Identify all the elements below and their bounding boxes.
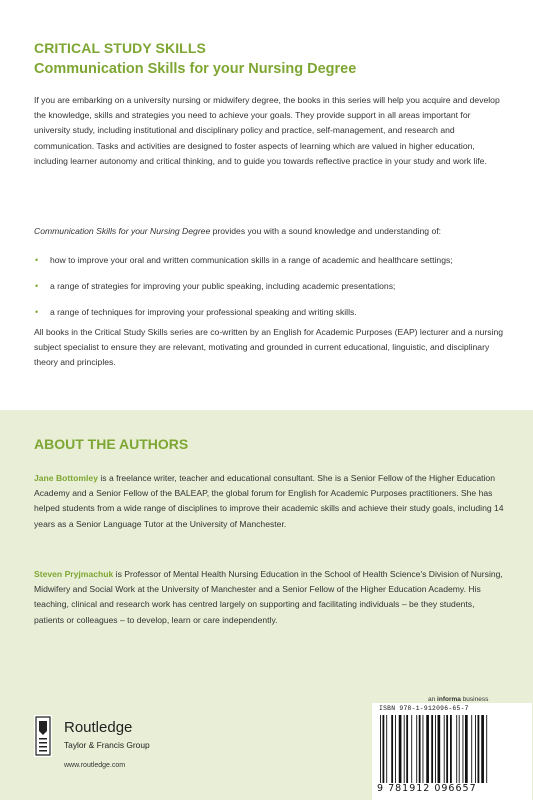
bullet-icon: • xyxy=(35,255,39,265)
barcode-bar xyxy=(386,715,387,783)
barcode xyxy=(372,703,532,800)
lead-text: provides you with a sound knowledge and understanding of: xyxy=(210,226,442,236)
barcode-bar xyxy=(380,715,381,783)
informa-name: informa xyxy=(437,696,461,703)
publisher-url: www.routledge.com xyxy=(64,762,126,769)
barcode-bar xyxy=(459,715,460,783)
intro-paragraph: If you are embarking on a university nursing or midwifery degree, the books in this series will help you acquire and develop the knowledge, skills and strategies you need to achieve your goals. They provide support in all areas important for university study, including institutional and disciplinary policy and practice, self-management, and research and communication. Tasks and activities are designed to foster aspects of learning which are valued in higher education, including learner autonomy and critical thinking, and to guide you towards reflective practice in your study and work life. xyxy=(34,95,500,166)
barcode-bar xyxy=(435,715,436,783)
author2-name: Steven Pryjmachuk xyxy=(34,569,114,579)
about-heading: ABOUT THE AUTHORS xyxy=(34,436,189,452)
bullet-icon: • xyxy=(35,281,39,292)
barcode-bar xyxy=(475,715,476,783)
barcode-bar xyxy=(411,715,412,783)
lead-paragraph xyxy=(34,224,504,239)
bullet-text: a range of strategies for improving your public speaking, including academic presentations; xyxy=(50,281,396,292)
barcode-bar xyxy=(444,715,445,783)
barcode-bars xyxy=(378,715,518,783)
bullet-text: how to improve your oral and written communication skills in a range of academic and healthcare settings; xyxy=(50,255,453,265)
barcode-bar xyxy=(450,715,452,783)
barcode-bar xyxy=(471,715,472,783)
ean-number: 9 781912 096657 xyxy=(377,783,477,794)
informa-tagline xyxy=(428,696,488,703)
barcode-bar xyxy=(456,715,457,783)
barcode-bar xyxy=(383,715,385,783)
routledge-logo-icon xyxy=(34,715,52,757)
barcode-bar xyxy=(423,715,424,783)
bullet-list xyxy=(34,253,504,332)
informa-suffix: business xyxy=(460,696,489,703)
barcode-bar xyxy=(481,715,484,783)
list-item xyxy=(34,305,504,320)
publisher-group: Taylor & Francis Group xyxy=(64,740,150,750)
barcode-bar xyxy=(416,715,417,783)
book-title: Communication Skills for your Nursing Degree xyxy=(34,61,357,77)
author2-bio xyxy=(34,567,504,628)
barcode-bar xyxy=(431,715,433,783)
barcode-bar xyxy=(463,715,464,783)
barcode-bar xyxy=(465,715,468,783)
author2-text: is Professor of Mental Health Nursing Education in the School of Health Science's Division of Nursing, Midwifery and Social Work at the University of Manchester and a Senior Fellow of the Higher Education Academy. His teaching, clinical and research work has centred largely on supporting and facilitating individuals – be they students, patients or colleagues – to develop, learn or care independently. xyxy=(34,569,503,625)
isbn-text: ISBN 978-1-912096-65-7 xyxy=(379,705,469,712)
list-item xyxy=(34,279,504,294)
bullet-text: a range of techniques for improving your professional speaking and writing skills. xyxy=(50,307,357,318)
barcode-bar xyxy=(399,715,402,783)
barcode-bar xyxy=(446,715,448,783)
barcode-bar xyxy=(395,715,396,783)
author1-text: is a freelance writer, teacher and educational consultant. She is a Senior Fellow of the Higher Education Academy and a Senior Fellow of the BALEAP, the global forum for English for Academic Purposes practitioners. She has helped students from a wide range of disciplines to improve their academic skills and achieve their study goals, including 14 years as a Senior Language Tutor at the University of Manchester. xyxy=(34,473,504,529)
barcode-bar xyxy=(426,715,429,783)
publisher-name: Routledge xyxy=(64,719,133,736)
author1-name: Jane Bottomley xyxy=(34,473,98,483)
barcode-bar xyxy=(486,715,487,783)
barcode-bar xyxy=(391,715,393,783)
barcode-bar xyxy=(406,715,408,783)
informa-prefix: an xyxy=(428,696,438,703)
lead-title-italic: Communication Skills for your Nursing Degree xyxy=(34,226,211,236)
barcode-bar xyxy=(438,715,441,783)
author1-bio xyxy=(34,471,504,532)
barcode-bar xyxy=(478,715,480,783)
list-item xyxy=(34,253,504,268)
series-title: CRITICAL STUDY SKILLS xyxy=(34,40,206,56)
barcode-bar xyxy=(419,715,421,783)
bullet-icon: • xyxy=(35,307,39,318)
series-note: All books in the Critical Study Skills series are co-written by an English for Academic Purposes (EAP) lecturer and a nursing subject specialist to ensure they are relevant, motivating and grounded in current educational, linguistic, and disciplinary theory and principles. xyxy=(34,327,504,368)
barcode-bar xyxy=(404,715,405,783)
